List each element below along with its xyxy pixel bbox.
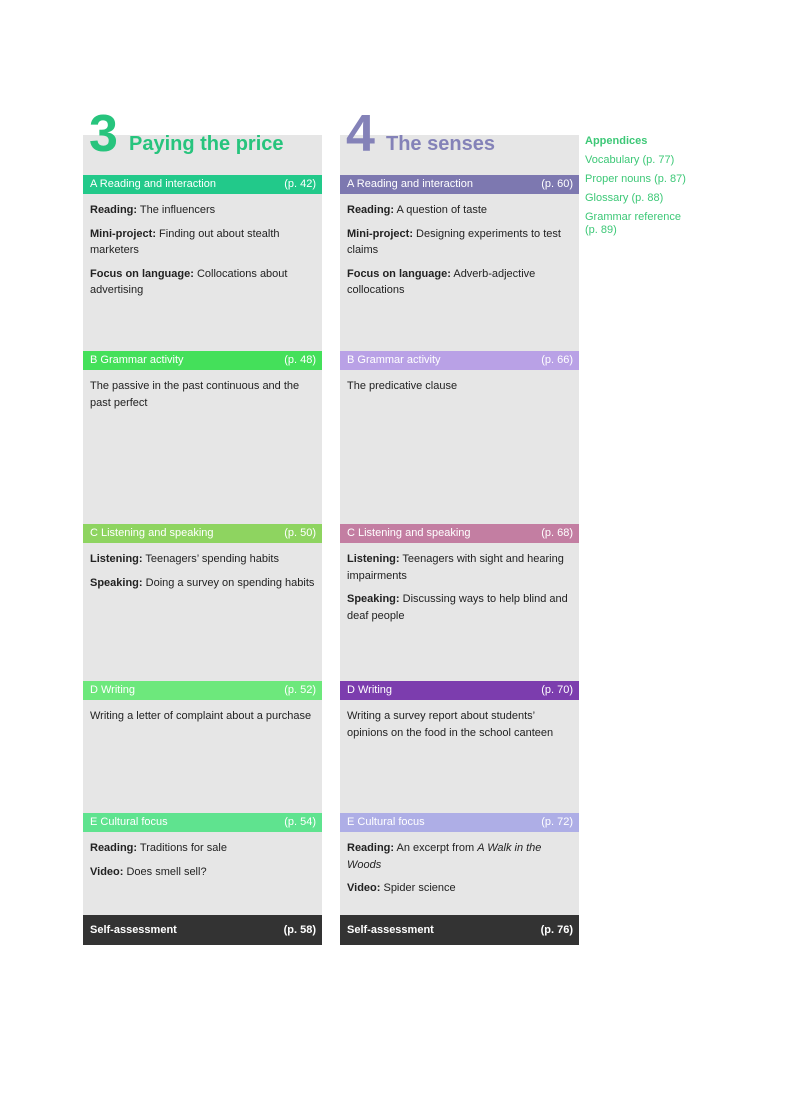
section-item [90,266,316,299]
section-page: (p. 52) [284,684,316,696]
item-text: Writing a letter of complaint about a purchase [90,710,312,722]
section-item [347,266,573,299]
section-label: C Listening and speaking [347,527,471,539]
item-text: Spider science [380,882,456,894]
appendix-item-proper-nouns[interactable]: Proper nouns (p. 87) [585,173,686,185]
section-header-cultural-focus[interactable] [340,813,579,832]
section-item [90,864,316,881]
section-item [90,226,316,259]
section-header-writing[interactable] [83,681,322,700]
item-text: Teenagers with sight and hearing impairments [347,553,564,582]
item-heading: Video: [347,882,381,894]
section-body-listening-speaking [347,551,573,631]
section-body-listening-speaking [90,551,316,598]
section-label: B Grammar activity [347,354,441,366]
section-page: (p. 60) [541,178,573,190]
section-item [90,551,316,568]
section-item [347,880,573,897]
unit-title: The senses [386,133,495,155]
section-label: E Cultural focus [347,816,425,828]
item-italic-title: A Walk in the Woods [347,842,542,871]
unit-3-column [83,105,322,936]
item-heading: Video: [90,865,124,878]
section-body-reading-interaction [90,202,316,306]
section-page: (p. 70) [541,684,573,696]
self-assessment-label: Self-assessment [347,924,434,936]
section-item [90,378,316,411]
section-item [90,708,316,725]
item-text: Adverb-adjective collocations [347,267,536,296]
unit-title: Paying the price [129,133,284,155]
item-text: The passive in the past continuous and the past perfect [90,380,300,409]
section-item [347,840,573,873]
section-body-grammar-activity [347,378,573,402]
section-body-reading-interaction [347,202,573,306]
self-assessment-bar[interactable] [83,915,322,945]
self-assessment-bar[interactable] [340,915,579,945]
section-item [347,202,573,219]
item-text: Traditions for sale [137,842,227,854]
section-label: D Writing [347,684,393,696]
section-page: (p. 68) [541,527,573,539]
section-body-cultural-focus [347,840,573,904]
item-heading: Reading: [90,842,138,854]
section-header-grammar-activity[interactable] [340,351,579,370]
section-item [90,840,316,857]
item-text: Doing a survey on spending habits [142,576,315,589]
self-assessment-page: (p. 76) [540,924,573,936]
item-heading: Mini-project: [90,227,156,240]
item-heading: Speaking: [347,593,400,605]
section-label: D Writing [90,684,136,696]
item-text: Writing a survey report about students’ opinions on the food in the school canteen [347,710,554,739]
appendices-heading: Appendices [585,135,648,147]
unit-number: 4 [346,105,375,163]
section-header-reading-interaction[interactable] [83,175,322,194]
appendix-item-grammar-reference[interactable]: Grammar reference (p. 89) [585,211,681,236]
section-item [90,202,316,219]
item-heading: Focus on language: [90,267,194,280]
item-text: Finding out about stealth marketers [90,227,280,256]
item-text: Discussing ways to help blind and deaf people [347,593,568,622]
section-item [347,551,573,584]
section-label: A Reading and interaction [347,178,473,190]
section-body-cultural-focus [90,840,316,887]
unit-4-column [340,105,579,936]
section-body-writing [347,708,573,748]
section-label: B Grammar activity [90,354,184,366]
section-page: (p. 54) [284,816,316,828]
item-text: A question of taste [394,204,488,216]
section-body-writing [90,708,316,732]
item-heading: Listening: [90,553,143,565]
section-label: A Reading and interaction [90,178,216,190]
section-header-listening-speaking[interactable] [340,524,579,543]
section-header-cultural-focus[interactable] [83,813,322,832]
unit-header [83,105,322,163]
item-heading: Reading: [347,842,395,854]
item-text: Does smell sell? [123,865,207,878]
unit-header [340,105,579,163]
self-assessment-page: (p. 58) [283,924,316,936]
section-label: C Listening and speaking [90,527,214,539]
item-heading: Focus on language: [347,267,451,280]
item-heading: Reading: [347,204,395,216]
item-heading: Listening: [347,553,400,565]
appendix-item-glossary[interactable]: Glossary (p. 88) [585,192,664,204]
section-item [90,575,316,592]
section-header-reading-interaction[interactable] [340,175,579,194]
section-page: (p. 48) [284,354,316,366]
appendices [585,135,785,243]
item-heading: Reading: [90,204,138,216]
item-text: The influencers [137,204,216,216]
section-page: (p. 66) [541,354,573,366]
item-heading: Mini-project: [347,227,413,240]
unit-number: 3 [89,105,118,163]
section-body-grammar-activity [90,378,316,418]
section-item [347,378,573,395]
section-header-grammar-activity[interactable] [83,351,322,370]
section-header-listening-speaking[interactable] [83,524,322,543]
item-text: The predicative clause [347,380,458,392]
item-text: Collocations about advertising [90,267,288,296]
section-page: (p. 72) [541,816,573,828]
item-text: An excerpt from [394,842,478,854]
section-item [347,591,573,624]
item-heading: Speaking: [90,576,143,589]
item-text: Designing experiments to test claims [347,227,561,256]
section-item [347,708,573,741]
section-page: (p. 50) [284,527,316,539]
section-item [347,226,573,259]
item-text: Teenagers’ spending habits [142,553,279,565]
section-page: (p. 42) [284,178,316,190]
section-label: E Cultural focus [90,816,168,828]
self-assessment-label: Self-assessment [90,924,177,936]
section-header-writing[interactable] [340,681,579,700]
appendix-item-vocabulary[interactable]: Vocabulary (p. 77) [585,154,675,166]
